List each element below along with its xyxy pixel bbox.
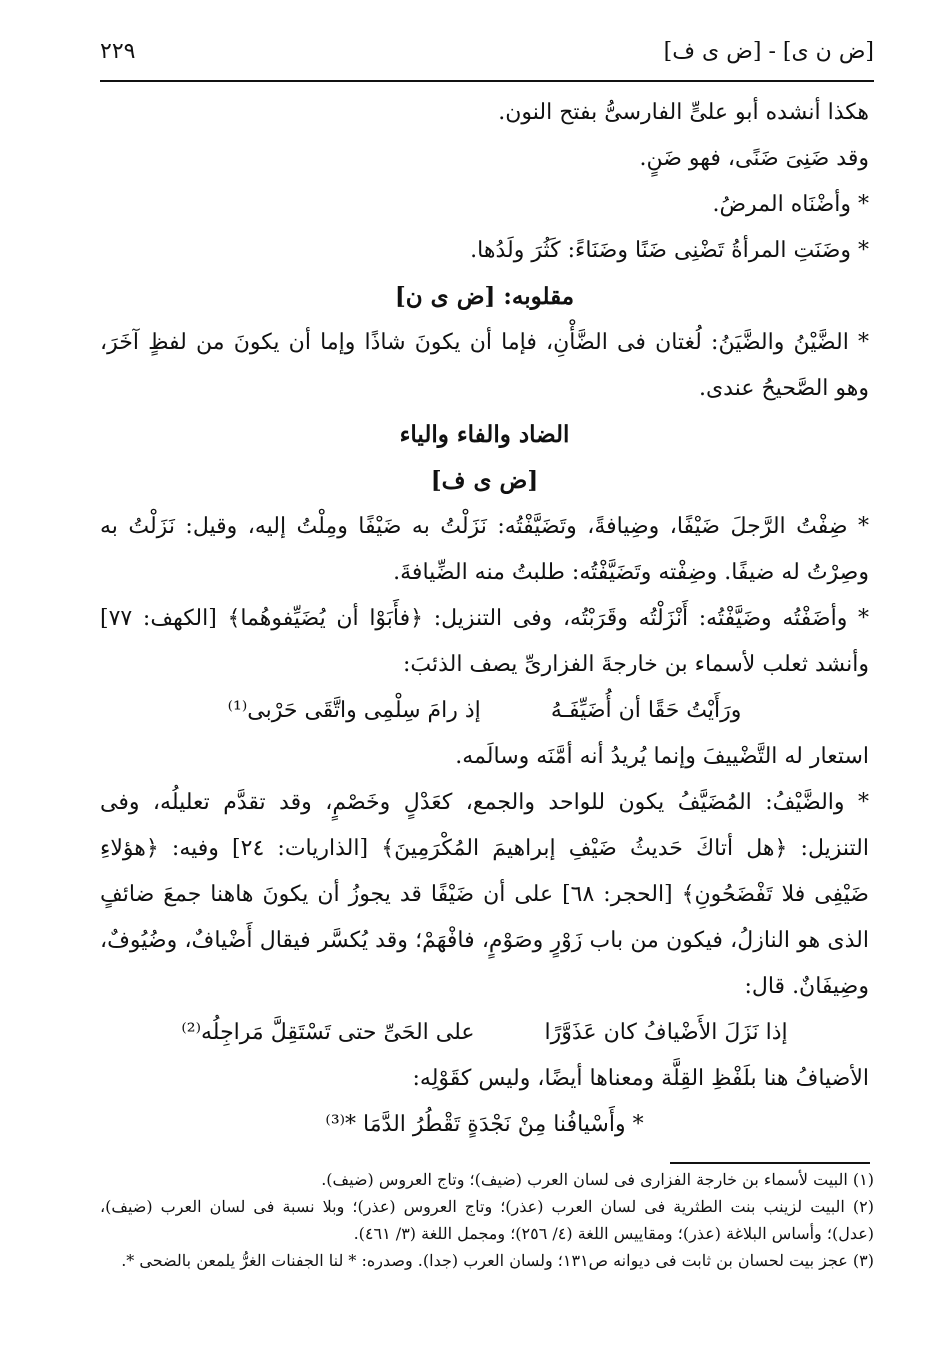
verse-line: * وأَسْيافُنا مِنْ نَجْدَةٍ تَقْطُرُ الدَّمَا *⁽³⁾ <box>325 1112 644 1137</box>
page-header <box>100 28 874 74</box>
chapter-heading: الضاد والفاء والياء <box>399 421 570 448</box>
main-text <box>100 90 869 1148</box>
paragraph: * وأضْنَاه المرضُ. <box>712 192 869 217</box>
verse-hemistich: إذ رامَ سِلْمِى واتَّقَى حَرْبى⁽¹⁾ <box>227 698 481 723</box>
page-number: ٢٢٩ <box>100 38 136 64</box>
header-rule <box>100 80 874 82</box>
paragraph: * ضِفْتُ الرَّجلَ ضَيْفًا، وضِيافةً، وتَضَيَّفْتُه: نَزَلْتُ به ضَيْفًا ومِلْتُ إليه، وقيل: نَزَلْتُ به وصِرْتُ له ضيفًا. وضِفْته وتَضَيَّفْتُه: طلبتُ منه الضِّيافةَ. <box>100 514 869 585</box>
verse-line <box>100 688 869 734</box>
paragraph: * الضَّيْنُ والضَّيَنُ: لُغتان فى الضَّأْنِ، فإما أن يكونَ شاذًا وإما أن يكونَ من لفظٍ آخَرَ، وهو الصَّحيحُ عندى. <box>100 330 869 401</box>
footnote-rule <box>670 1162 870 1164</box>
footnotes <box>100 1166 874 1274</box>
paragraph: * وضَنَتِ المرأةُ تَضْنِى ضَنًا وضَنَاءً: كَثُرَ ولَدُها. <box>470 238 869 263</box>
section-heading-maqlub: مقلوبه: [ض ى ن] <box>394 283 575 310</box>
verse-hemistich: إذا نَزَلَ الأَضْيافُ كان عَذَوَّرًا <box>544 1020 788 1045</box>
root-heading: [ض ى ف] <box>430 467 539 494</box>
paragraph: * وأضَفْتُه وضَيَّفْتُه: أَنْزَلْتُه وقَرَبْتُه، وفى التنزيل: ﴿فأَبَوْا أن يُضَيِّفوهُما﴾ [الكهف: ٧٧] وأنشد ثعلب لأسماء بن خارجةَ الفزارىِّ يصف الذئبَ: <box>100 606 869 677</box>
paragraph: * والضَّيْفُ: المُضَيَّفُ يكون للواحد والجمع، كعَدْلٍ وخَصْمٍ، وقد تقدَّم تعليلُه، وفى التنزيل: ﴿هل أتاكَ حَديثُ ضَيْفِ إبراهيمَ المُكْرَمِينَ﴾ [الذاريات: ٢٤] وفيه: ﴿هؤلاءِ ضَيْفِى فلا تَفْضَحُونِ﴾ [الحجر: ٦٨] على أن ضَيْفًا قد يجوزُ أن يكونَ هاهنا جمعَ ضائفٍ الذى هو النازلُ، فيكون من باب زَوْرٍ وصَوْمٍ، فافْهَمْ؛ وقد يُكسَّر فيقال أَضْيافٌ، وضُيُوفٌ، وضِيفَانٌ. قال: <box>100 790 869 999</box>
paragraph: هكذا أنشده أبو علىٍّ الفارسىُّ بفتح النون. <box>498 100 869 125</box>
verse-hemistich: على الحَىِّ حتى تَسْتَقِلَّ مَراجِلُه⁽²⁾ <box>181 1020 475 1045</box>
paragraph: استعار له التَّضْييفَ وإنما يُريدُ أنه أمَّنَه وسالَمه. <box>455 744 869 769</box>
paragraph: الأضيافُ هنا بلَفْظِ القِلَّة ومعناها أيضًا، وليس كقَوْلِه: <box>412 1066 869 1091</box>
footnote: (٢) البيت لزينب بنت الطثرية فى لسان العرب (عذر)؛ وتاج العروس (عذر)؛ وبلا نسبة فى لسان العرب (ضيف)، (عدل)؛ وأساس البلاغة (عذر)؛ ومقاييس اللغة (٤/ ٢٥٦)؛ ومجمل اللغة (٣/ ٤٦١). <box>100 1197 874 1243</box>
footnote: (٣) عجز بيت لحسان بن ثابت فى ديوانه ص١٣١؛ ولسان العرب (جدا). وصدره: * لنا الجفنات الغرُّ يلمعن بالضحى *. <box>121 1251 874 1270</box>
paragraph: وقد ضَنِىَ ضَنًى، فهو ضَنٍ. <box>639 146 869 171</box>
running-title: [ض ن ى] - [ض ى ف] <box>663 38 874 64</box>
verse-hemistich: ورَأَيْتُ حَقًا أن أُضَيِّفَـهُ <box>550 698 742 723</box>
footnote: (١) البيت لأسماء بن خارجة الفزارى فى لسان العرب (ضيف)؛ وتاج العروس (ضيف). <box>321 1170 874 1189</box>
verse-line <box>100 1010 869 1056</box>
